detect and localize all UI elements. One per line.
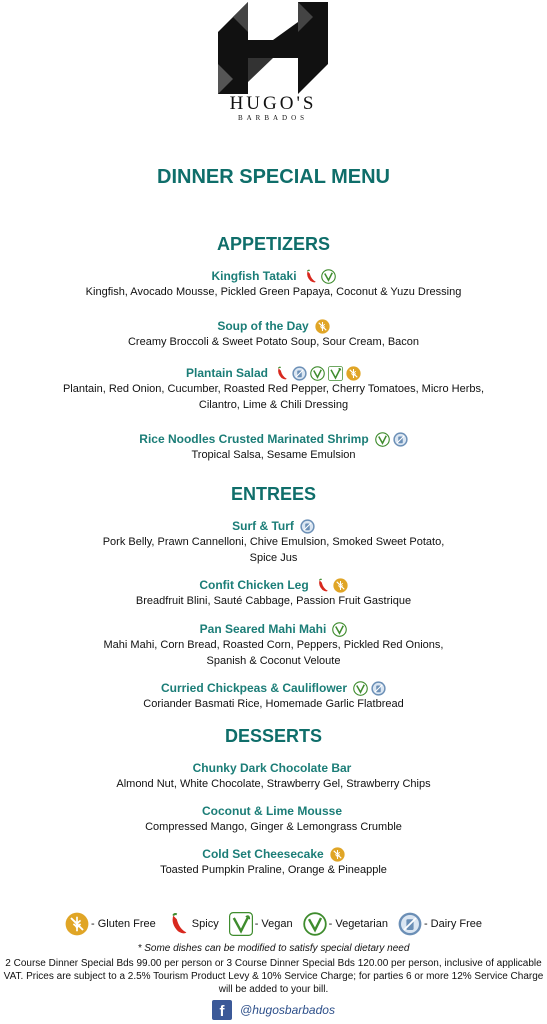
gluten-free-icon (330, 847, 345, 862)
item-name: Soup of the Day (217, 319, 309, 333)
item-description: Plantain, Red Onion, Cucumber, Roasted Red Pepper, Cherry Tomatoes, Micro Herbs, Cilantro, Lime & Chili Dressing (62, 383, 485, 411)
item-name: Cold Set Cheesecake (202, 847, 324, 861)
gluten-free-icon (346, 366, 361, 381)
dairy-free-icon (398, 912, 422, 936)
vegan-icon (328, 366, 343, 381)
vegetarian-icon (303, 912, 327, 936)
legend-gluten-free: - Gluten Free (90, 918, 156, 930)
menu-item-kingfish (0, 268, 547, 300)
item-name: Coconut & Lime Mousse (201, 804, 342, 818)
vegan-icon (229, 912, 253, 936)
item-description: Toasted Pumpkin Praline, Orange & Pineapple (160, 864, 387, 876)
section-desserts: DESSERTS (224, 726, 323, 746)
item-description: Coriander Basmati Rice, Homemade Garlic Flatbread (143, 698, 404, 710)
item-name: Confit Chicken Leg (199, 578, 309, 592)
gluten-free-icon (333, 578, 348, 593)
hugos-logo-mark (218, 2, 328, 94)
gluten-free-icon (65, 912, 89, 936)
legend-dairy-free: - Dairy Free (423, 918, 483, 930)
vegetarian-icon (321, 269, 336, 284)
dairy-free-icon (371, 681, 386, 696)
item-description: Creamy Broccoli & Sweet Potato Soup, Sour Cream, Bacon (127, 336, 420, 348)
menu-item-chicken (0, 577, 547, 609)
vegetarian-icon (353, 681, 368, 696)
legend-spicy: Spicy (191, 918, 219, 930)
item-description: Compressed Mango, Ginger & Lemongrass Crumble (145, 821, 402, 833)
item-name: Plantain Salad (185, 366, 269, 380)
item-description: Mahi Mahi, Corn Bread, Roasted Corn, Peppers, Pickled Red Onions, Spanish & Coconut Veloute (103, 639, 444, 667)
dairy-free-icon (393, 432, 408, 447)
pricing-fine-print: 2 Course Dinner Special Bds 99.00 per person or 3 Course Dinner Special Bds 120.00 per person, inclusive of applicable VAT. Prices are subject to a 2.5% Tourism Product Levy & 10% Service Charge; for parties 6 or more 12% Service Charge will be added to your bill. (3, 958, 544, 995)
spicy-icon (303, 269, 318, 284)
menu-item-cheesecake (0, 846, 547, 878)
item-description: Tropical Salsa, Sesame Emulsion (191, 449, 356, 461)
facebook-icon[interactable]: f (212, 1000, 232, 1020)
item-description: Kingfish, Avocado Mousse, Pickled Green Papaya, Coconut & Yuzu Dressing (85, 286, 462, 298)
legend-vegan: - Vegan (254, 918, 293, 930)
section-appetizers: APPETIZERS (216, 234, 331, 254)
social-handle[interactable]: @hugosbarbados (240, 1003, 335, 1017)
gluten-free-icon (315, 319, 330, 334)
menu-item-surf-turf (0, 518, 547, 566)
item-description: Pork Belly, Prawn Cannelloni, Chive Emulsion, Smoked Sweet Potato, Spice Jus (102, 536, 445, 564)
menu-item-plantain (0, 365, 547, 413)
menu-item-soup (0, 318, 547, 350)
spicy-icon (166, 912, 190, 936)
item-description: Almond Nut, White Chocolate, Strawberry Gel, Strawberry Chips (116, 778, 431, 790)
spicy-icon (315, 578, 330, 593)
item-description: Breadfruit Blini, Sauté Cabbage, Passion Fruit Gastrique (135, 595, 412, 607)
vegetarian-icon (375, 432, 390, 447)
vegetarian-icon (310, 366, 325, 381)
dairy-free-icon (292, 366, 307, 381)
page-title: DINNER SPECIAL MENU (157, 166, 390, 188)
item-name: Chunky Dark Chocolate Bar (192, 761, 352, 775)
item-name: Kingfish Tataki (211, 269, 297, 283)
item-name: Curried Chickpeas & Cauliflower (160, 681, 348, 695)
menu-item-shrimp (0, 431, 547, 463)
item-name: Rice Noodles Crusted Marinated Shrimp (139, 432, 369, 446)
social-footer (0, 1000, 547, 1020)
item-name: Pan Seared Mahi Mahi (199, 622, 327, 636)
dietary-legend (0, 912, 547, 936)
legend-vegetarian: - Vegetarian (328, 918, 388, 930)
dietary-note: * Some dishes can be modified to satisfy special dietary need (137, 943, 410, 954)
brand-location: BARBADOS (237, 114, 309, 122)
menu-item-curry (0, 680, 547, 712)
item-name: Surf & Turf (232, 519, 294, 533)
section-entrees: ENTREES (230, 484, 317, 504)
menu-item-chocolate (0, 760, 547, 792)
dairy-free-icon (300, 519, 315, 534)
brand-name: HUGO'S (229, 93, 317, 114)
vegetarian-icon (332, 622, 347, 637)
menu-item-mousse (0, 803, 547, 835)
logo (218, 2, 328, 122)
menu-item-mahi (0, 621, 547, 669)
spicy-icon (274, 366, 289, 381)
